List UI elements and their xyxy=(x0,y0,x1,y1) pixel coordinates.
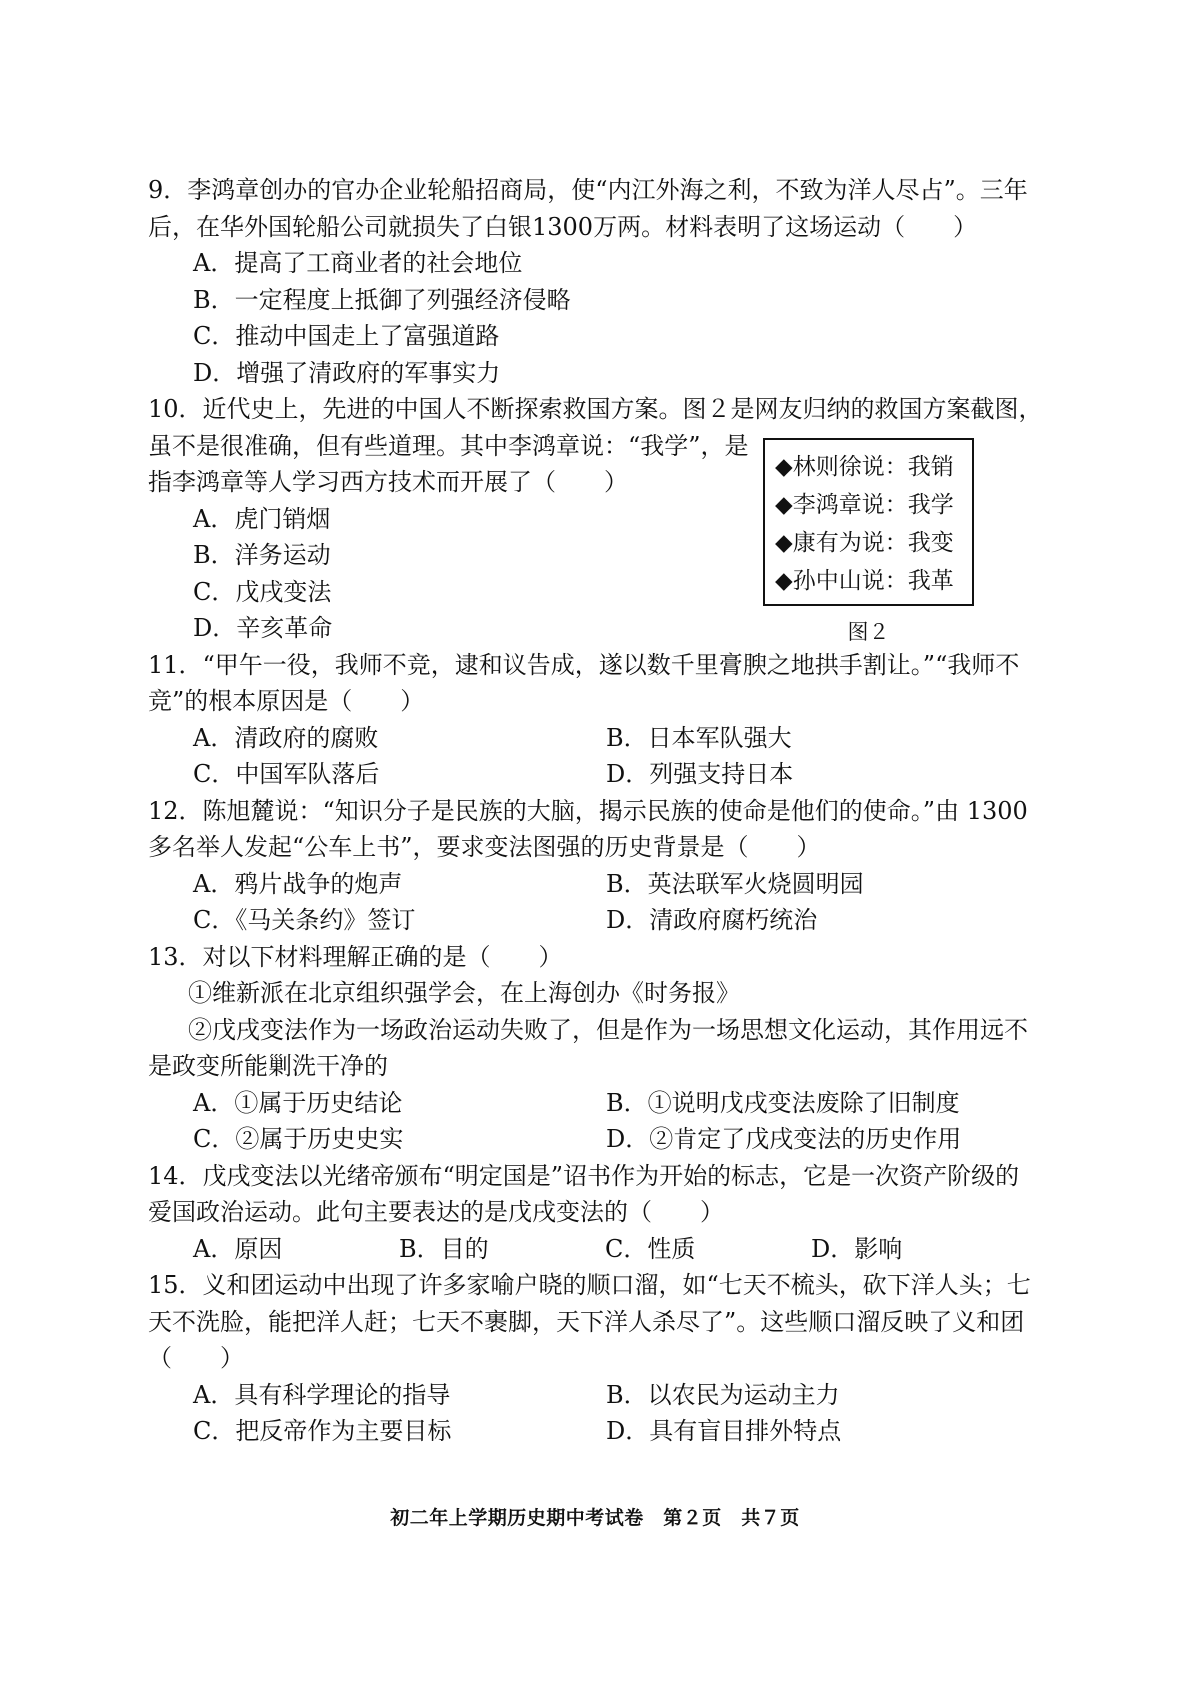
question-11-option-d: D．列强支持日本 xyxy=(606,760,794,788)
question-15-option-b: B．以农民为运动主力 xyxy=(606,1380,840,1409)
question-15 xyxy=(148,1267,1031,1450)
question-14-stem-line-1: 14．戊戌变法以光绪帝颁布“明定国是”诏书作为开始的标志，它是一次资产阶级的 xyxy=(148,1161,1020,1190)
question-11-options-row-2 xyxy=(148,756,1028,793)
question-13 xyxy=(148,939,1028,1158)
question-12 xyxy=(148,793,1028,939)
question-12-option-c: C．《马关条约》签订 xyxy=(193,906,416,934)
figure-2-line-3: ◆康有为说：我变 xyxy=(775,530,954,556)
question-11-stem-line-2: 竞”的根本原因是（ ） xyxy=(148,687,425,715)
figure-2-caption: 图２ xyxy=(847,620,890,644)
question-14-options-row xyxy=(148,1231,1028,1268)
question-12-option-b: B．英法联军火烧圆明园 xyxy=(606,869,864,898)
question-11-option-c: C．中国军队落后 xyxy=(193,760,380,788)
question-11-stem-line-1: 11．“甲午一役，我师不竞，逮和议告成，遂以数千里膏腴之地拱手割让。”“我师不 xyxy=(148,650,1020,679)
question-10-option-d: D．辛亥革命 xyxy=(193,614,333,642)
question-9-option-c: C．推动中国走上了富强道路 xyxy=(193,322,500,350)
question-13-option-d: D．②肯定了戊戌变法的历史作用 xyxy=(606,1125,962,1153)
question-11-option-b: B．日本军队强大 xyxy=(606,723,792,752)
question-11-option-a: A．清政府的腐败 xyxy=(193,723,379,752)
figure-2-line-2: ◆李鸿章说：我学 xyxy=(775,492,954,518)
question-15-option-a: A．具有科学理论的指导 xyxy=(193,1380,451,1409)
question-15-stem-line-2: 天不洗脸，能把洋人赶；七天不裹脚，天下洋人杀尽了”。这些顺口溜反映了义和团 xyxy=(148,1307,1025,1336)
question-10-option-b: B．洋务运动 xyxy=(193,541,331,569)
question-9-option-d: D．增强了清政府的军事实力 xyxy=(193,358,501,387)
question-9-option-b: B．一定程度上抵御了列强经济侵略 xyxy=(193,285,571,314)
question-10-stem-line-2: 虽不是很准确，但有些道理。其中李鸿章说：“我学”，是 xyxy=(148,431,749,460)
page-footer: 初二年上学期历史期中考试卷 第２页 共７页 xyxy=(390,1507,800,1529)
question-13-option-a: A．①属于历史结论 xyxy=(193,1088,403,1117)
question-14-option-a: A．原因 xyxy=(193,1234,283,1263)
question-13-material-2-line-2: 是政变所能剿洗干净的 xyxy=(148,1052,388,1080)
question-14-option-c: C．性质 xyxy=(605,1234,696,1263)
question-15-options-row-2 xyxy=(148,1413,1028,1450)
question-12-option-d: D．清政府腐朽统治 xyxy=(606,906,818,934)
question-15-option-c: C．把反帝作为主要目标 xyxy=(193,1417,452,1445)
question-12-option-a: A．鸦片战争的炮声 xyxy=(193,869,403,898)
question-14-option-b: B．目的 xyxy=(399,1234,489,1263)
question-9-stem-line-1: 9．李鸿章创办的官办企业轮船招商局，使“内江外海之利，不致为洋人尽占”。三年 xyxy=(148,176,1028,204)
question-10-stem-line-3: 指李鸿章等人学习西方技术而开展了（ ） xyxy=(148,468,628,496)
question-15-options-row-1 xyxy=(148,1377,1028,1414)
question-12-stem-line-1: 12．陈旭麓说：“知识分子是民族的大脑，揭示民族的使命是他们的使命。”由 1300 xyxy=(148,796,1028,825)
exam-content xyxy=(148,172,1043,1450)
question-10-option-a: A．虎门销烟 xyxy=(193,504,331,533)
question-9 xyxy=(148,172,1028,391)
question-13-material-1: ①维新派在北京组织强学会，在上海创办《时务报》 xyxy=(188,979,740,1007)
question-13-options-row-1 xyxy=(148,1085,1028,1122)
question-14 xyxy=(148,1158,1028,1268)
question-13-material-2-line-1: ②戊戌变法作为一场政治运动失败了，但是作为一场思想文化运动，其作用远不 xyxy=(188,1015,1028,1044)
question-13-option-c: C．②属于历史史实 xyxy=(193,1125,404,1153)
question-14-option-d: D．影响 xyxy=(811,1234,903,1263)
question-11 xyxy=(148,647,1028,793)
question-10-option-c: C．戊戌变法 xyxy=(193,577,332,606)
question-12-options-row-1 xyxy=(148,866,1028,903)
figure-2-box xyxy=(763,438,974,644)
figure-2-line-4: ◆孙中山说：我革 xyxy=(775,568,954,594)
question-12-options-row-2 xyxy=(148,902,1028,939)
question-10-stem-line-1: 10．近代史上，先进的中国人不断探索救国方案。图２是网友归纳的救国方案截图， xyxy=(148,395,1043,423)
question-15-stem-line-3: （ ） xyxy=(148,1344,244,1372)
question-13-stem-line-1: 13．对以下材料理解正确的是（ ） xyxy=(148,942,563,971)
question-15-stem-line-1: 15．义和团运动中出现了许多家喻户晓的顺口溜，如“七天不梳头，砍下洋人头；七 xyxy=(148,1271,1031,1299)
question-13-option-b: B．①说明戊戌变法废除了旧制度 xyxy=(606,1088,960,1117)
question-9-option-a: A．提高了工商业者的社会地位 xyxy=(193,249,523,277)
question-11-options-row-1 xyxy=(148,720,1028,757)
question-12-stem-line-2: 多名举人发起“公车上书”，要求变法图强的历史背景是（ ） xyxy=(148,833,821,861)
question-15-option-d: D．具有盲目排外特点 xyxy=(606,1417,842,1445)
question-13-options-row-2 xyxy=(148,1121,1028,1158)
question-14-stem-line-2: 爱国政治运动。此句主要表达的是戊戌变法的（ ） xyxy=(148,1198,724,1226)
figure-2-line-1: ◆林则徐说：我销 xyxy=(775,454,954,480)
question-10 xyxy=(148,391,1043,647)
question-9-stem-line-2: 后，在华外国轮船公司就损失了白银1300万两。材料表明了这场运动（ ） xyxy=(148,212,978,241)
